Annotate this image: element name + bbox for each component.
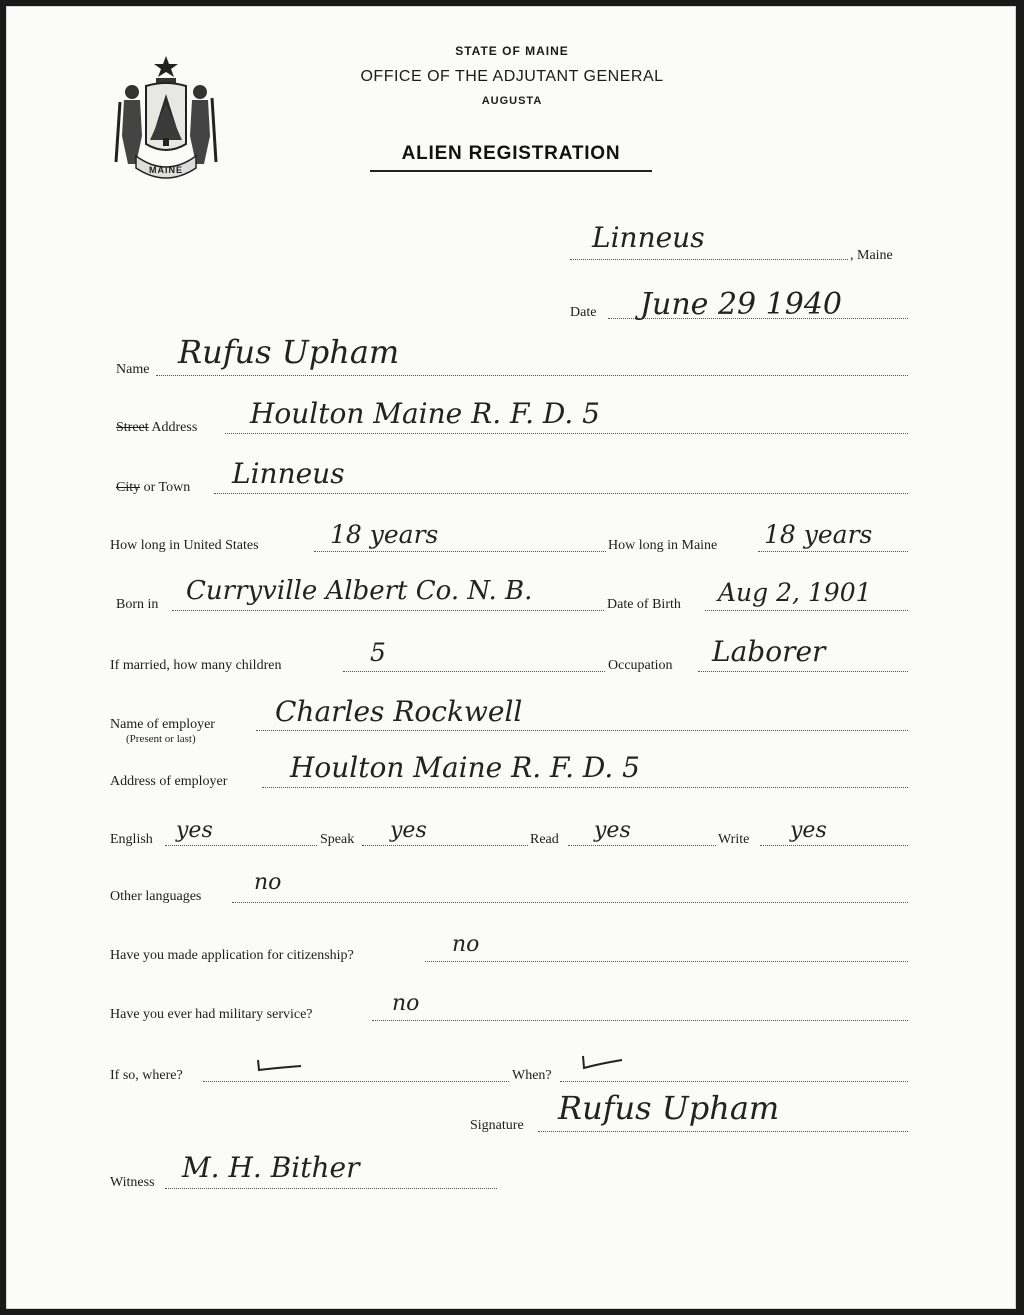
occupation-label: Occupation bbox=[608, 658, 673, 673]
how-long-us-value: 18 years bbox=[330, 520, 439, 549]
other-languages-label: Other languages bbox=[110, 889, 202, 904]
english-label: English bbox=[110, 832, 153, 847]
children-field-line bbox=[343, 671, 605, 672]
read-value: yes bbox=[594, 818, 631, 843]
how-long-maine-value: 18 years bbox=[764, 520, 873, 549]
occupation-value: Laborer bbox=[712, 635, 826, 668]
employer-sublabel: (Present or last) bbox=[126, 733, 196, 745]
header-office: OFFICE OF THE ADJUTANT GENERAL bbox=[360, 68, 664, 85]
write-field-line bbox=[760, 845, 908, 846]
city-town-value: Linneus bbox=[232, 457, 345, 490]
witness-value: M. H. Bither bbox=[182, 1151, 360, 1184]
city-town-label: City or Town bbox=[116, 480, 191, 495]
children-label: If married, how many children bbox=[110, 658, 282, 673]
read-field-line bbox=[568, 845, 716, 846]
born-in-value: Curryville Albert Co. N. B. bbox=[186, 576, 533, 606]
signature-field-line bbox=[538, 1131, 908, 1132]
children-value: 5 bbox=[370, 638, 386, 667]
header-state: STATE OF MAINE bbox=[455, 44, 569, 58]
employer-address-field-line bbox=[262, 787, 908, 788]
employer-value: Charles Rockwell bbox=[275, 695, 523, 728]
how-long-us-field-line bbox=[314, 551, 606, 552]
witness-field-line bbox=[165, 1188, 497, 1189]
when-label: When? bbox=[512, 1068, 552, 1083]
born-in-field-line bbox=[172, 610, 604, 611]
date-label: Date bbox=[570, 305, 597, 320]
place-label: , Maine bbox=[850, 248, 893, 263]
read-label: Read bbox=[530, 832, 559, 847]
english-field-line bbox=[165, 845, 317, 846]
where-label: If so, where? bbox=[110, 1068, 183, 1083]
place-field-line bbox=[570, 259, 848, 260]
citizenship-value: no bbox=[452, 932, 480, 957]
military-field-line bbox=[372, 1020, 908, 1021]
born-in-label: Born in bbox=[116, 597, 159, 612]
military-value: no bbox=[392, 991, 420, 1016]
signature-label: Signature bbox=[470, 1118, 524, 1133]
citizenship-label: Have you made application for citizenship? bbox=[110, 948, 354, 963]
how-long-maine-field-line bbox=[758, 551, 908, 552]
date-of-birth-label: Date of Birth bbox=[607, 597, 681, 612]
date-value: June 29 1940 bbox=[640, 287, 843, 322]
english-value: yes bbox=[176, 818, 213, 843]
seal-text: MAINE bbox=[149, 165, 183, 175]
employer-address-value: Houlton Maine R. F. D. 5 bbox=[290, 751, 640, 784]
when-dash-mark bbox=[580, 1052, 626, 1074]
witness-label: Witness bbox=[110, 1175, 155, 1190]
where-field-line bbox=[203, 1081, 509, 1082]
city-town-field-line bbox=[214, 493, 908, 494]
date-of-birth-value: Aug 2, 1901 bbox=[718, 578, 872, 607]
other-languages-field-line bbox=[232, 902, 908, 903]
employer-label: Name of employer bbox=[110, 717, 215, 732]
where-dash-mark bbox=[255, 1056, 305, 1076]
write-label: Write bbox=[718, 832, 750, 847]
when-field-line bbox=[560, 1081, 908, 1082]
how-long-maine-label: How long in Maine bbox=[608, 538, 718, 553]
speak-value: yes bbox=[390, 818, 427, 843]
other-languages-value: no bbox=[254, 870, 282, 895]
speak-label: Speak bbox=[320, 832, 355, 847]
employer-field-line bbox=[256, 730, 908, 731]
form-title: ALIEN REGISTRATION bbox=[370, 143, 652, 172]
citizenship-field-line bbox=[425, 961, 908, 962]
street-address-label: Street Address bbox=[116, 420, 198, 435]
occupation-field-line bbox=[698, 671, 908, 672]
header-city: AUGUSTA bbox=[481, 95, 543, 107]
speak-field-line bbox=[362, 845, 528, 846]
street-address-field-line bbox=[225, 433, 908, 434]
signature-value: Rufus Upham bbox=[558, 1089, 780, 1127]
military-label: Have you ever had military service? bbox=[110, 1007, 313, 1022]
name-value: Rufus Upham bbox=[178, 333, 400, 371]
street-address-value: Houlton Maine R. F. D. 5 bbox=[250, 397, 600, 430]
employer-address-label: Address of employer bbox=[110, 774, 228, 789]
how-long-us-label: How long in United States bbox=[110, 538, 259, 553]
name-label: Name bbox=[116, 362, 150, 377]
place-value: Linneus bbox=[592, 221, 705, 254]
name-field-line bbox=[156, 375, 908, 376]
date-of-birth-field-line bbox=[705, 610, 908, 611]
write-value: yes bbox=[790, 818, 827, 843]
